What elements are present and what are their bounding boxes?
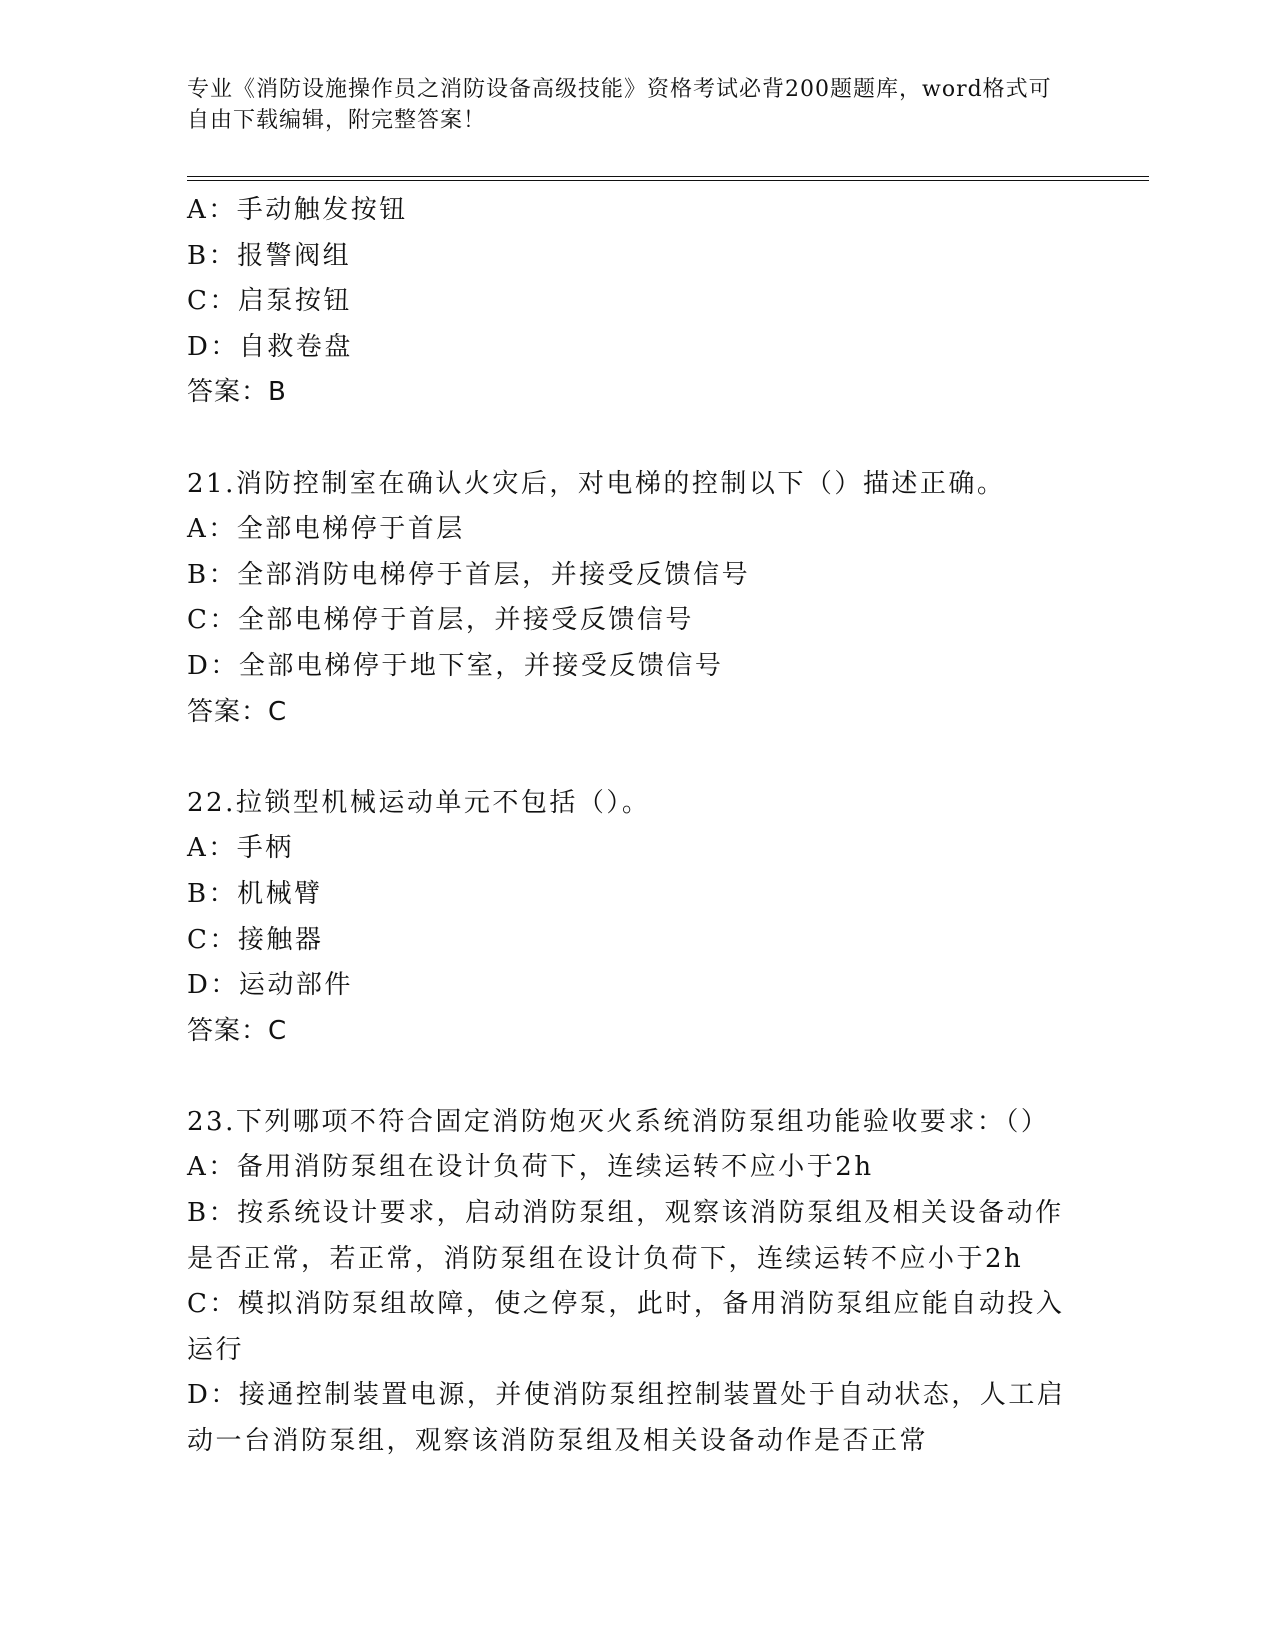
option-d: D：运动部件 (187, 970, 353, 1001)
option-b: B：全部消防电梯停于首层，并接受反馈信号 (187, 559, 751, 590)
question-text: 21.消防控制室在确认火灾后，对电梯的控制以下（）描述正确。 (187, 468, 1006, 499)
question-text: 22.拉锁型机械运动单元不包括（）。 (187, 787, 651, 818)
answer: 答案：B (187, 377, 287, 408)
spacer (187, 735, 1067, 781)
document-header: 专业《消防设施操作员之消防设备高级技能》资格考试必背200题题库，word格式可自由下载编辑，附完整答案！ (187, 77, 1052, 133)
option-a: A：备用消防泵组在设计负荷下，连续运转不应小于2h (187, 1152, 874, 1183)
option-a: A：手动触发按钮 (187, 195, 408, 225)
option-a: A：手柄 (187, 833, 294, 864)
option-a: A：全部电梯停于首层 (187, 514, 465, 545)
option-d: D：自救卷盘 (187, 331, 353, 362)
option-b: B：按系统设计要求，启动消防泵组，观察该消防泵组及相关设备动作是否正常，若正常，消防泵组在设计负荷下，连续运转不应小于2h (187, 1198, 1064, 1274)
header-divider-bottom (187, 180, 1149, 181)
question-text: 23.下列哪项不符合固定消防炮灭火系统消防泵组功能验收要求：（） (187, 1106, 1050, 1137)
option-c: C：全部电梯停于首层，并接受反馈信号 (187, 605, 694, 636)
question-21 (187, 462, 1067, 736)
question-23 (187, 1100, 1067, 1465)
header-divider-top (187, 176, 1149, 177)
option-b: B：机械臂 (187, 878, 323, 909)
option-b: B：报警阀组 (187, 240, 352, 271)
answer: 答案：C (187, 1015, 288, 1046)
question-20-options (187, 188, 1067, 416)
option-d: D：全部电梯停于地下室，并接受反馈信号 (187, 650, 724, 681)
answer: 答案：C (187, 696, 288, 727)
option-d: D：接通控制装置电源，并使消防泵组控制装置处于自动状态，人工启动一台消防泵组，观察该消防泵组及相关设备动作是否正常 (187, 1380, 1066, 1457)
option-c: C：接触器 (187, 924, 324, 955)
spacer (187, 416, 1067, 462)
option-c: C：模拟消防泵组故障，使之停泵，此时，备用消防泵组应能自动投入运行 (187, 1289, 1065, 1365)
option-c: C：启泵按钮 (187, 286, 352, 317)
spacer (187, 1054, 1067, 1100)
question-22 (187, 781, 1067, 1055)
question-list (187, 188, 1067, 1465)
